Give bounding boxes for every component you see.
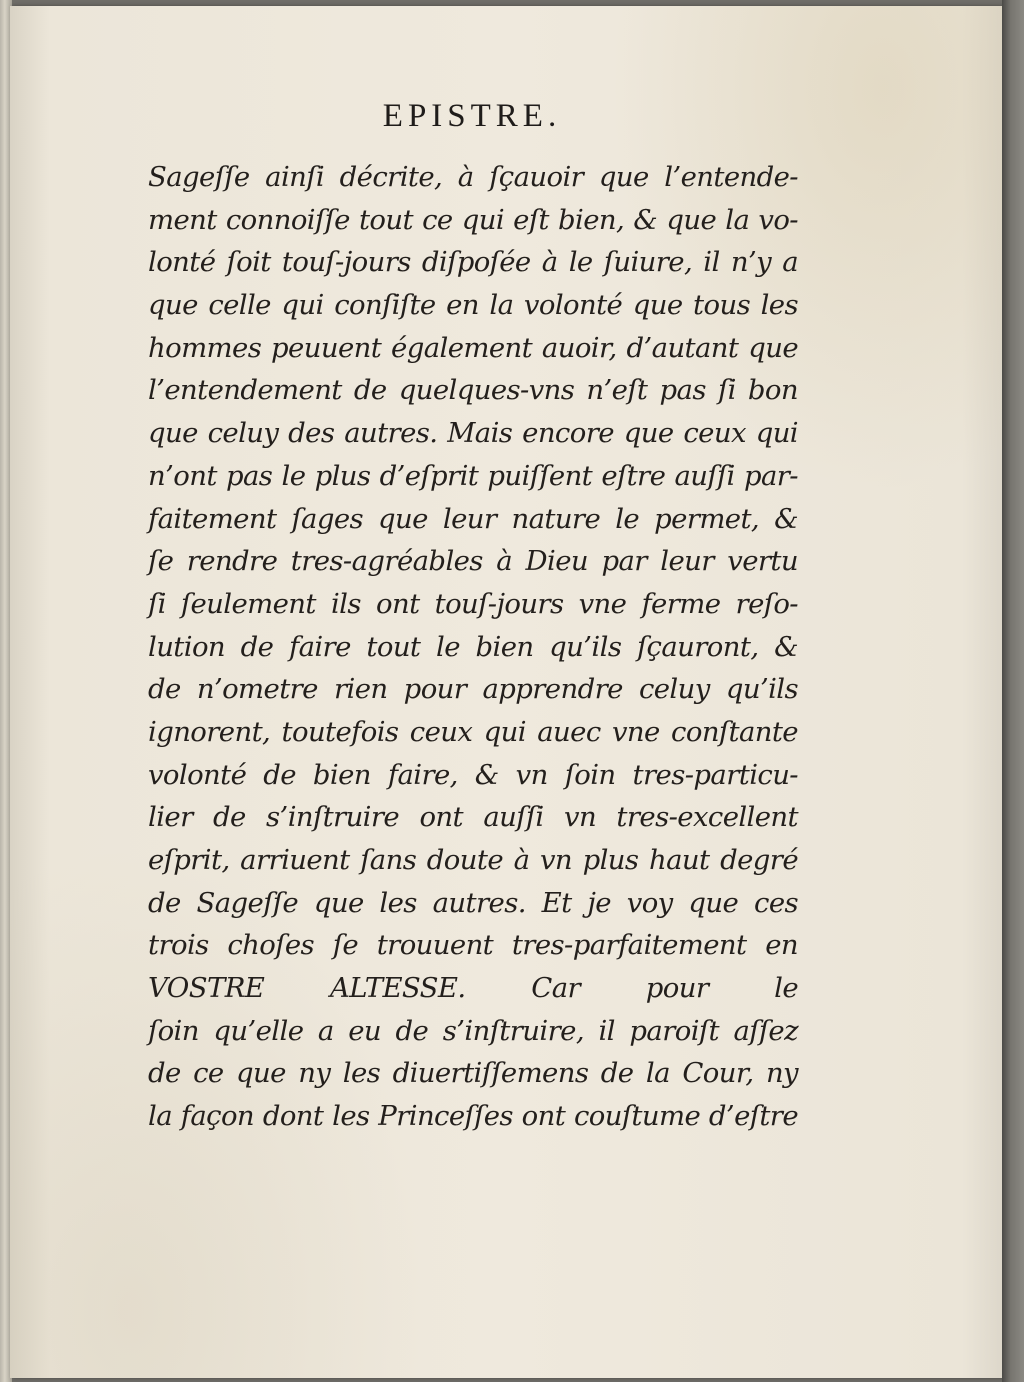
text-line: ſi ſeulement ils ont touſ-jours vne ferme reſo- [148,587,798,620]
text-line: lution de faire tout le bien qu’ils ſçauront, & [148,630,798,663]
text-line: ſoin qu’elle a eu de s’inſtruire, il paroiſt aſſez [148,1014,798,1047]
text-line: ignorent, toutefois ceux qui auec vne conſtante [148,715,798,748]
text-line: hommes peuuent également auoir, d’autant que [148,331,798,364]
body-text [148,156,798,1138]
text-line: trois choſes ſe trouuent tres-parfaitement en [148,929,798,962]
text-line: de Sageſſe que les autres. Et je voy que ces [148,886,798,919]
text-line: faitement ſages que leur nature le permet, & [148,502,798,535]
text-line: ſe rendre tres-agréables à Dieu par leur vertu [148,545,798,578]
running-head: EPISTRE. [382,98,562,134]
text-line: l’entendement de quelques-vns n’eſt pas ſi bon [148,374,798,407]
text-line: Sageſſe ainſi décrite, à ſçauoir que l’entende- [148,161,798,193]
text-line: de n’ometre rien pour apprendre celuy qu’ils [148,673,798,706]
text-line: n’ont pas le plus d’eſprit puiſſent eſtre auſſi par- [148,459,798,492]
text-line: eſprit, arriuent ſans doute à vn plus haut degré [148,844,798,876]
text-line: que celle qui conſiſte en la volonté que tous les [148,289,798,322]
text-line: de ce que ny les diuertiſſemens de la Cour, ny [148,1057,798,1090]
text-line: ment connoiſſe tout ce qui eſt bien, & que la vo- [148,203,798,236]
text-line: la façon dont les Princeſſes ont couſtume d’eſtre [148,1100,798,1133]
text-line: lier de s’inſtruire ont auſſi vn tres-excellent [148,801,798,834]
book-page [10,6,1002,1378]
text-line: lonté ſoit touſ-jours diſpoſée à le ſuiure, il n’y a [148,246,798,279]
text-line: VOSTRE ALTESSE. Car pour le [148,972,798,1005]
text-line: volonté de bien faire, & vn ſoin tres-particu- [148,758,798,791]
text-line: que celuy des autres. Mais encore que ceux qui [148,417,798,450]
page-right-edge [1002,0,1024,1382]
